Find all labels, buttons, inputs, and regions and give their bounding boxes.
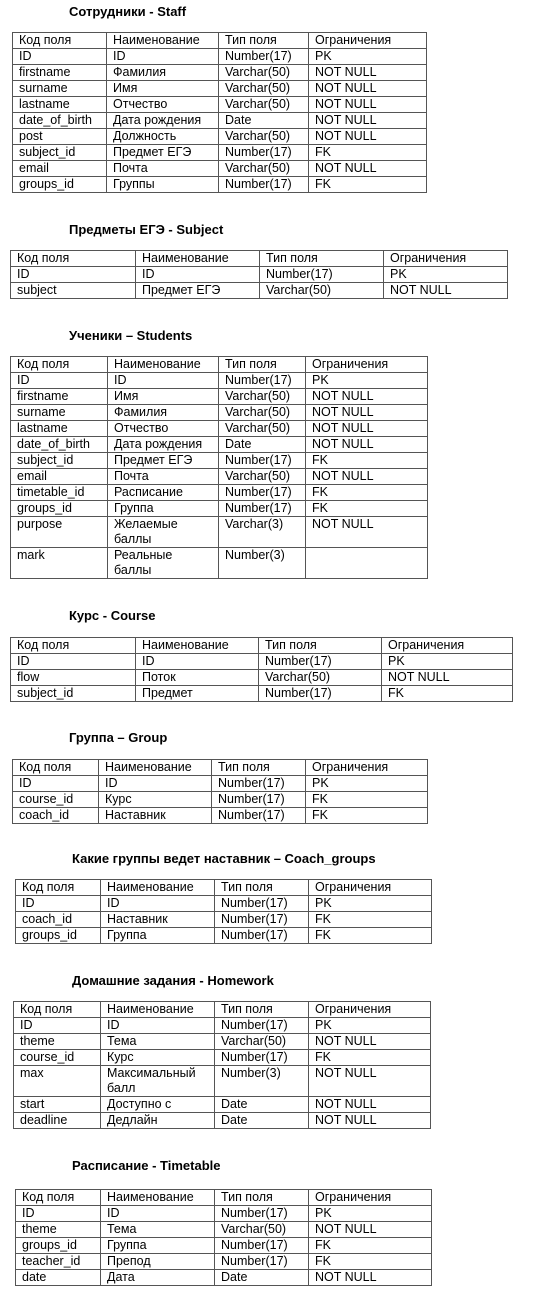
table-cell: FK [306,808,428,824]
table-cell: ID [136,267,260,283]
table-cell: NOT NULL [306,405,428,421]
table-cell: Number(17) [219,373,306,389]
table-row [13,177,427,193]
table-cell: FK [309,912,432,928]
table-cell: Доступно с [101,1097,215,1113]
table-cell: FK [309,145,427,161]
header-cell: Наименование [136,251,260,267]
table-row [13,81,427,97]
table-row [11,421,428,437]
table-cell: purpose [11,517,108,548]
table-cell: Number(17) [212,792,306,808]
table-cell: Number(17) [212,808,306,824]
header-cell: Код поля [11,638,136,654]
table-cell: Varchar(50) [215,1222,309,1238]
table-cell: Препод [101,1254,215,1270]
table-cell: FK [306,453,428,469]
table-cell: Varchar(50) [215,1034,309,1050]
table-cell: Number(17) [219,453,306,469]
table-cell: ID [99,776,212,792]
table-cell: Имя [108,389,219,405]
table-cell: deadline [14,1113,101,1129]
table-cell: Number(17) [215,928,309,944]
table-cell: max [14,1066,101,1097]
table-row [13,145,427,161]
table-cell: Number(3) [215,1066,309,1097]
table-cell: Number(17) [215,1018,309,1034]
table-row [14,1034,431,1050]
table-cell: Varchar(50) [259,670,382,686]
table-cell: NOT NULL [306,437,428,453]
schema-table [10,637,513,702]
header-cell: Ограничения [382,638,513,654]
schema-table [15,879,432,944]
schema-table [12,759,428,824]
table-cell: ID [16,896,101,912]
table-cell: NOT NULL [309,65,427,81]
table-cell: theme [16,1222,101,1238]
table-cell: surname [13,81,107,97]
table-cell: Number(17) [219,49,309,65]
table-row [16,1206,432,1222]
table-cell: NOT NULL [309,1097,431,1113]
table-cell: NOT NULL [309,1113,431,1129]
table-cell: Поток [136,670,259,686]
header-cell: Код поля [11,357,108,373]
table-cell: Date [215,1270,309,1286]
header-cell: Ограничения [309,1002,431,1018]
table-title: Предметы ЕГЭ - Subject [69,222,224,237]
table-header-row [11,357,428,373]
header-cell: Код поля [16,1190,101,1206]
table-row [11,686,513,702]
table-cell: Фамилия [107,65,219,81]
table-cell: ID [11,373,108,389]
table-row [11,267,508,283]
table-row [13,113,427,129]
table-cell: Предмет ЕГЭ [107,145,219,161]
table-header-row [13,760,428,776]
table-cell: PK [309,49,427,65]
table-cell: Дата [101,1270,215,1286]
table-cell: groups_id [16,928,101,944]
table-cell: date_of_birth [13,113,107,129]
table-row [13,49,427,65]
table-cell: NOT NULL [309,1066,431,1097]
table-cell: Группы [107,177,219,193]
table-cell: Number(17) [215,1050,309,1066]
schema-table [15,1189,432,1286]
table-cell: subject_id [11,686,136,702]
table-row [14,1097,431,1113]
table-cell: NOT NULL [309,129,427,145]
table-row [16,1254,432,1270]
table-cell: Date [215,1113,309,1129]
table-cell: subject_id [13,145,107,161]
table-cell: start [14,1097,101,1113]
table-cell: Number(17) [219,177,309,193]
table-cell: Имя [107,81,219,97]
schema-table [13,1001,431,1129]
table-cell: ID [101,896,215,912]
table-row [11,373,428,389]
table-title: Расписание - Timetable [72,1158,221,1173]
table-cell: Предмет [136,686,259,702]
table-cell: course_id [13,792,99,808]
table-header-row [16,1190,432,1206]
table-cell: Varchar(3) [219,517,306,548]
table-cell: Varchar(50) [219,129,309,145]
table-cell: ID [136,654,259,670]
header-cell: Тип поля [259,638,382,654]
table-cell: Предмет ЕГЭ [108,453,219,469]
table-row [11,654,513,670]
table-cell: Наставник [101,912,215,928]
table-row [13,776,428,792]
table-cell: Date [219,437,306,453]
table-cell: FK [382,686,513,702]
table-cell: Должность [107,129,219,145]
table-cell: date_of_birth [11,437,108,453]
table-cell: ID [11,654,136,670]
table-cell: Дата рождения [107,113,219,129]
table-row [13,808,428,824]
table-cell: lastname [13,97,107,113]
table-cell: NOT NULL [309,161,427,177]
table-cell: PK [306,776,428,792]
table-cell: PK [306,373,428,389]
table-cell: NOT NULL [309,81,427,97]
table-row [14,1066,431,1097]
header-cell: Тип поля [212,760,306,776]
table-row [11,405,428,421]
schema-table [12,32,427,193]
table-cell: ID [101,1018,215,1034]
table-cell: FK [309,1254,432,1270]
table-cell: Тема [101,1222,215,1238]
table-cell: Number(17) [219,485,306,501]
table-cell: FK [309,928,432,944]
table-cell: timetable_id [11,485,108,501]
table-cell: Курс [101,1050,215,1066]
header-cell: Наименование [101,1190,215,1206]
table-cell: groups_id [11,501,108,517]
table-title: Курс - Course [69,608,156,623]
table-cell: Дата рождения [108,437,219,453]
table-cell: Number(17) [215,1206,309,1222]
table-cell: post [13,129,107,145]
table-cell: Number(17) [260,267,384,283]
header-cell: Наименование [101,1002,215,1018]
table-cell: Varchar(50) [219,389,306,405]
header-cell: Тип поля [219,357,306,373]
table-row [13,792,428,808]
table-cell: PK [309,1018,431,1034]
table-cell: email [13,161,107,177]
table-row [11,283,508,299]
header-cell: Код поля [13,33,107,49]
table-cell: FK [306,485,428,501]
table-cell: Отчество [108,421,219,437]
table-row [16,896,432,912]
table-cell: Отчество [107,97,219,113]
table-cell: Желаемые баллы [108,517,219,548]
table-cell: date [16,1270,101,1286]
table-row [16,928,432,944]
schema-table [10,250,508,299]
table-row [11,453,428,469]
header-cell: Ограничения [309,33,427,49]
table-row [16,1238,432,1254]
table-cell: Тема [101,1034,215,1050]
header-cell: Ограничения [306,357,428,373]
table-row [11,517,428,548]
table-cell: FK [309,1050,431,1066]
header-cell: Ограничения [309,880,432,896]
table-cell: surname [11,405,108,421]
table-row [14,1113,431,1129]
table-cell: Number(17) [219,501,306,517]
table-cell: Почта [108,469,219,485]
table-row [16,912,432,928]
table-title: Ученики – Students [69,328,193,343]
table-cell: FK [309,1238,432,1254]
table-cell: Number(17) [212,776,306,792]
table-cell: ID [13,49,107,65]
table-cell: Группа [101,1238,215,1254]
schema-table [10,356,428,579]
table-cell: Number(17) [215,1238,309,1254]
table-cell: NOT NULL [309,97,427,113]
table-cell: Date [215,1097,309,1113]
table-cell: FK [306,501,428,517]
table-row [16,1222,432,1238]
table-cell: Курс [99,792,212,808]
header-cell: Ограничения [384,251,508,267]
table-header-row [11,251,508,267]
table-cell: firstname [13,65,107,81]
table-cell: coach_id [13,808,99,824]
table-cell: ID [101,1206,215,1222]
table-cell: subject_id [11,453,108,469]
table-cell: course_id [14,1050,101,1066]
header-cell: Код поля [11,251,136,267]
header-cell: Тип поля [215,1002,309,1018]
header-cell: Ограничения [309,1190,432,1206]
table-cell: FK [309,177,427,193]
table-cell: theme [14,1034,101,1050]
table-cell: Number(17) [259,686,382,702]
table-cell: NOT NULL [384,283,508,299]
header-cell: Ограничения [306,760,428,776]
table-row [11,548,428,579]
table-cell: FK [306,792,428,808]
table-header-row [11,638,513,654]
table-cell: ID [13,776,99,792]
table-cell: Реальные баллы [108,548,219,579]
table-cell: PK [309,1206,432,1222]
table-cell: Предмет ЕГЭ [136,283,260,299]
table-cell: Фамилия [108,405,219,421]
table-cell: Number(3) [219,548,306,579]
header-cell: Наименование [99,760,212,776]
table-cell: Группа [108,501,219,517]
header-cell: Код поля [16,880,101,896]
table-row [11,501,428,517]
table-cell: Максимальный балл [101,1066,215,1097]
header-cell: Наименование [101,880,215,896]
table-cell: ID [107,49,219,65]
table-row [13,97,427,113]
table-cell: Varchar(50) [219,421,306,437]
table-cell: NOT NULL [306,389,428,405]
table-cell: Number(17) [219,145,309,161]
table-cell: Наставник [99,808,212,824]
table-cell: groups_id [16,1238,101,1254]
table-cell: coach_id [16,912,101,928]
table-row [13,129,427,145]
table-cell: Date [219,113,309,129]
table-cell: Группа [101,928,215,944]
table-row [11,469,428,485]
table-cell [306,548,428,579]
table-cell: NOT NULL [306,421,428,437]
table-cell: Varchar(50) [219,469,306,485]
table-cell: PK [309,896,432,912]
header-cell: Наименование [136,638,259,654]
table-cell: groups_id [13,177,107,193]
table-row [13,161,427,177]
table-cell: subject [11,283,136,299]
table-cell: Varchar(50) [219,97,309,113]
table-cell: Number(17) [215,896,309,912]
table-cell: NOT NULL [309,113,427,129]
header-cell: Код поля [13,760,99,776]
table-cell: Number(17) [215,1254,309,1270]
table-row [13,65,427,81]
header-cell: Наименование [107,33,219,49]
table-cell: Varchar(50) [219,161,309,177]
table-cell: NOT NULL [309,1034,431,1050]
table-cell: Number(17) [259,654,382,670]
table-cell: NOT NULL [309,1222,432,1238]
table-cell: email [11,469,108,485]
table-cell: firstname [11,389,108,405]
table-cell: Почта [107,161,219,177]
header-cell: Тип поля [219,33,309,49]
table-row [14,1050,431,1066]
table-header-row [16,880,432,896]
header-cell: Тип поля [260,251,384,267]
table-cell: ID [108,373,219,389]
table-header-row [13,33,427,49]
table-row [11,437,428,453]
table-cell: Расписание [108,485,219,501]
table-cell: NOT NULL [306,517,428,548]
table-title: Какие группы ведет наставник – Coach_groups [72,851,376,866]
header-cell: Тип поля [215,880,309,896]
table-cell: Varchar(50) [219,81,309,97]
table-cell: flow [11,670,136,686]
table-cell: NOT NULL [382,670,513,686]
table-row [14,1018,431,1034]
table-cell: ID [14,1018,101,1034]
table-cell: teacher_id [16,1254,101,1270]
table-cell: ID [16,1206,101,1222]
table-cell: Varchar(50) [219,405,306,421]
header-cell: Наименование [108,357,219,373]
table-title: Сотрудники - Staff [69,4,187,19]
table-cell: Varchar(50) [219,65,309,81]
table-cell: NOT NULL [306,469,428,485]
table-row [11,389,428,405]
table-cell: lastname [11,421,108,437]
table-cell: mark [11,548,108,579]
header-cell: Код поля [14,1002,101,1018]
table-cell: PK [384,267,508,283]
table-title: Домашние задания - Homework [72,973,274,988]
table-row [11,485,428,501]
table-row [16,1270,432,1286]
table-cell: Number(17) [215,912,309,928]
table-row [11,670,513,686]
header-cell: Тип поля [215,1190,309,1206]
table-cell: NOT NULL [309,1270,432,1286]
table-header-row [14,1002,431,1018]
table-cell: Дедлайн [101,1113,215,1129]
table-cell: Varchar(50) [260,283,384,299]
table-cell: ID [11,267,136,283]
table-title: Группа – Group [69,730,168,745]
table-cell: PK [382,654,513,670]
